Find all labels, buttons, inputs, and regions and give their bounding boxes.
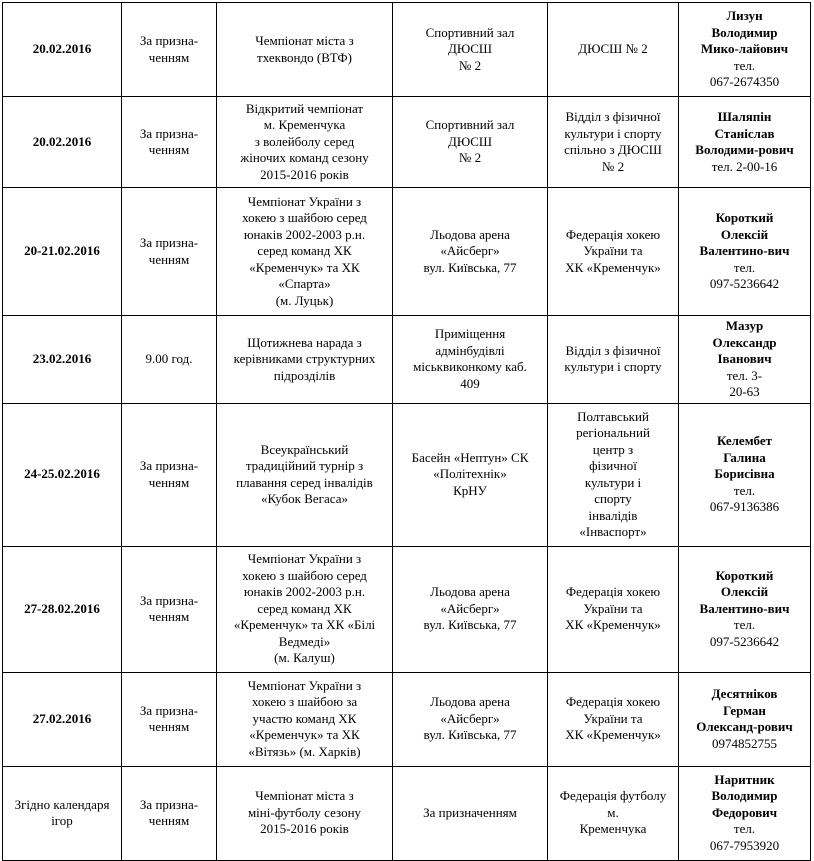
venue-cell: Льодова арена «Айсберг» вул. Київська, 77 [393, 188, 548, 316]
venue-cell: Басейн «Нептун» СК «Політехнік» КрНУ [393, 403, 548, 546]
contact-name: Келембет Галина Борисівна [714, 433, 775, 482]
table-row [3, 403, 811, 546]
organizer-cell: Полтавський регіональний центр з фізичної культури і спорту інвалідів «Інваспорт» [548, 403, 679, 546]
venue-cell: За призначенням [393, 766, 548, 860]
venue-cell: Спортивний зал ДЮСШ № 2 [393, 3, 548, 97]
contact-phone: 0974852755 [712, 735, 777, 751]
time-cell: За призна- ченням [122, 672, 217, 766]
date-cell: 20.02.2016 [3, 3, 122, 97]
contact-cell [679, 546, 811, 672]
date-cell: 27-28.02.2016 [3, 546, 122, 672]
time-cell: За призна- ченням [122, 546, 217, 672]
event-cell: Чемпіонат України з хокею з шайбою за участю команд ХК «Кременчук» та ХК «Вітязь» (м. Харків) [217, 672, 393, 766]
contact-cell [679, 97, 811, 188]
contact-phone: тел. 3- 20-63 [726, 367, 763, 399]
organizer-cell: Відділ з фізичної культури і спорту [548, 316, 679, 404]
contact-name: Лизун Володимир Мико-лайович [700, 8, 789, 57]
time-cell: За призна- ченням [122, 97, 217, 188]
organizer-cell: Відділ з фізичної культури і спорту спільно з ДЮСШ № 2 [548, 97, 679, 188]
event-cell: Всеукраїнський традиційний турнір з плавання серед інвалідів «Кубок Вегаса» [217, 403, 393, 546]
date-cell: 27.02.2016 [3, 672, 122, 766]
contact-phone: тел. 097-5236642 [709, 617, 780, 649]
organizer-cell: Федерація хокею України та ХК «Кременчук» [548, 546, 679, 672]
contact-name: Мазур Олександр Іванович [712, 318, 777, 366]
contact-cell [679, 672, 811, 766]
table-row [3, 188, 811, 316]
contact-phone: тел. 097-5236642 [709, 259, 780, 292]
venue-cell: Льодова арена «Айсберг» вул. Київська, 77 [393, 546, 548, 672]
contact-cell [679, 766, 811, 860]
event-cell: Чемпіонат міста з міні-футболу сезону 2015-2016 років [217, 766, 393, 860]
event-cell: Щотижнева нарада з керівниками структурних підрозділів [217, 316, 393, 404]
table-row [3, 3, 811, 97]
event-cell: Чемпіонат України з хокею з шайбою серед юнаків 2002-2003 р.н. серед команд ХК «Кременчук» та ХК «Спарта» (м. Луцьк) [217, 188, 393, 316]
time-cell: 9.00 год. [122, 316, 217, 404]
contact-phone: тел. 067-9136386 [709, 482, 780, 515]
contact-name: Короткий Олексій Валентино-вич [699, 567, 790, 616]
contact-cell [679, 3, 811, 97]
table-row [3, 316, 811, 404]
contact-name: Десятніков Герман Олександ-рович [696, 686, 793, 734]
contact-cell [679, 403, 811, 546]
contact-name: Короткий Олексій Валентино-вич [699, 210, 790, 259]
date-cell: 20-21.02.2016 [3, 188, 122, 316]
events-table [2, 2, 811, 861]
contact-name: Шаляпін Станіслав Володими-рович [695, 109, 794, 157]
venue-cell: Приміщення адмінбудівлі міськвиконкому каб. 409 [393, 316, 548, 404]
event-cell: Чемпіонат міста з тхеквондо (ВТФ) [217, 3, 393, 97]
venue-cell: Спортивний зал ДЮСШ № 2 [393, 97, 548, 188]
organizer-cell: Федерація хокею України та ХК «Кременчук» [548, 672, 679, 766]
date-cell: Згідно календаря ігор [3, 766, 122, 860]
contact-name: Наритник Володимир Федорович [711, 771, 778, 820]
date-cell: 24-25.02.2016 [3, 403, 122, 546]
event-cell: Чемпіонат України з хокею з шайбою серед юнаків 2002-2003 р.н. серед команд ХК «Кременчук» та ХК «Білі Ведмеді» (м. Калуш) [217, 546, 393, 672]
table-row [3, 97, 811, 188]
organizer-cell: Федерація футболу м. Кременчука [548, 766, 679, 860]
date-cell: 23.02.2016 [3, 316, 122, 404]
table-row [3, 766, 811, 860]
organizer-cell: ДЮСШ № 2 [548, 3, 679, 97]
event-cell: Відкритий чемпіонат м. Кременчука з волейболу серед жіночих команд сезону 2015-2016 років [217, 97, 393, 188]
contact-cell [679, 188, 811, 316]
table-row [3, 672, 811, 766]
venue-cell: Льодова арена «Айсберг» вул. Київська, 77 [393, 672, 548, 766]
time-cell: За призна- ченням [122, 3, 217, 97]
contact-phone: тел. 067-7953920 [709, 821, 780, 853]
time-cell: За призна- ченням [122, 188, 217, 316]
organizer-cell: Федерація хокею України та ХК «Кременчук» [548, 188, 679, 316]
time-cell: За призна- ченням [122, 403, 217, 546]
contact-phone: тел. 2-00-16 [711, 158, 778, 174]
contact-cell [679, 316, 811, 404]
table-row [3, 546, 811, 672]
contact-phone: тел. 067-2674350 [709, 57, 780, 90]
time-cell: За призна- ченням [122, 766, 217, 860]
date-cell: 20.02.2016 [3, 97, 122, 188]
